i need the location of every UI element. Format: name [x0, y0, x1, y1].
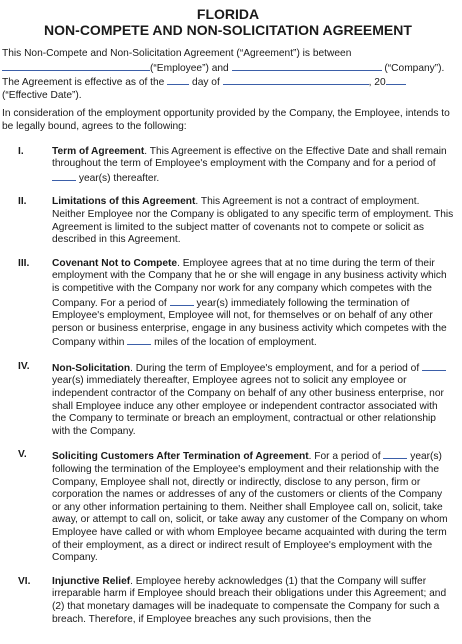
section-text: . For a period of — [308, 451, 381, 463]
non-solicitation-years-field[interactable] — [422, 361, 446, 371]
section-text: . Employee agrees that at no time during the term of their employment with the Company that he or she will engage in any business activity which is competitive with the Company nor work for any company which competes with the Company. For a period of — [52, 257, 447, 309]
effective-day-field[interactable] — [167, 75, 189, 85]
non-compete-miles-field[interactable] — [127, 335, 151, 345]
section-heading: Covenant Not to Compete — [52, 257, 178, 269]
term-years-field[interactable] — [52, 171, 76, 181]
intro-text: This Non-Compete and Non-Solicitation Agreement (“Agreement”) is between — [2, 48, 352, 59]
section-number: IV. — [18, 360, 30, 372]
section-text: . During the term of Employee's employment, and for a period of — [130, 362, 420, 374]
intro-paragraph — [2, 48, 454, 102]
intro-text: day of — [192, 77, 220, 89]
section-text: year(s) thereafter. — [78, 172, 160, 184]
section-number: III. — [18, 257, 30, 269]
document-title-state: FLORIDA — [196, 6, 260, 22]
intro-text: The Agreement is effective as of the — [2, 77, 165, 89]
effective-month-field[interactable] — [223, 75, 369, 85]
section-text: year(s) immediately thereafter, Employee agrees not to solicit any employee or independent contractor of the Company on behalf of any other business enterprise, nor shall Employee induce any other employee or independent contractor associated with the Company to terminate or breach an employment, contractual or other relationship with the Company. — [52, 375, 444, 437]
section-text: miles of the location of employment. — [154, 337, 317, 349]
employee-name-field[interactable] — [2, 61, 150, 71]
section-number: I. — [18, 145, 24, 157]
section-number: VI. — [18, 575, 31, 587]
consideration-paragraph: In consideration of the employment opportunity provided by the Company, the Employee, intends to be legally bound, agrees to the following: — [2, 108, 450, 132]
customer-solicitation-years-field[interactable] — [383, 449, 407, 459]
section-injunctive-relief — [2, 576, 454, 626]
section-heading: Term of Agreement — [52, 145, 145, 157]
section-heading: Non-Solicitation — [52, 362, 131, 374]
section-limitations — [2, 196, 454, 246]
company-name-field[interactable] — [232, 61, 382, 71]
section-soliciting-customers — [2, 449, 454, 564]
section-text: year(s) following the termination of the Employee's employment and their relationship with the Company, Employee shall not, directly or indirectly, disclose to any person, firm or corporation the names or addresses of any of the customers or clients of the Company or any other information pertaining to them. Neither shall Employee call on, solicit, take away, or attempt to call on, solicit, or take away any customer of the Company on whom Employee have called or with whom Employee became acquainted with during the term of their employment, as a direct or indirect result of Employee's employment with the Company. — [52, 451, 448, 564]
document-title: NON-COMPETE AND NON-SOLICITATION AGREEMENT — [44, 22, 412, 38]
section-heading: Limitations of this Agreement — [52, 196, 196, 208]
section-heading: Soliciting Customers After Termination of Agreement — [52, 451, 309, 463]
intro-text: (“Company”). — [384, 62, 445, 74]
section-term — [2, 146, 454, 186]
intro-text: , 20 — [368, 77, 386, 89]
section-number: II. — [18, 196, 27, 208]
section-heading: Injunctive Relief — [52, 575, 131, 587]
section-text: . This Agreement is not a contract of employment. Neither Employee nor the Company is obligated to any specific term of employment. This Agreement is limited to the subject matter of covenants not to compete or solicit as described in this Agreement. — [52, 196, 454, 246]
non-compete-years-field[interactable] — [170, 296, 194, 306]
effective-year-field[interactable] — [386, 75, 406, 85]
section-non-compete — [2, 258, 454, 350]
section-number: V. — [18, 449, 27, 461]
intro-text: (“Effective Date”). — [2, 89, 82, 101]
section-text: year(s) immediately following the termination of Employee's employment, Employee will not, for themselves or on behalf of any other person or business enterprise, engage in any business activity which competes with the Company within — [52, 297, 447, 349]
intro-text: (“Employee”) and — [150, 62, 229, 74]
section-non-solicitation — [2, 361, 454, 439]
section-text: . This Agreement is effective on the Effective Date and shall remain throughout the term of Employee's employment with the Company and for a period of — [52, 145, 447, 170]
section-text: . Employee hereby acknowledges (1) that the Company will suffer irreparable harm if Employee should breach their obligations under this Agreement; and (2) that monetary damages will be inadequate to compensate the Company for such a breach. Therefore, if Employee breaches any such provisions, then the — [52, 575, 447, 625]
